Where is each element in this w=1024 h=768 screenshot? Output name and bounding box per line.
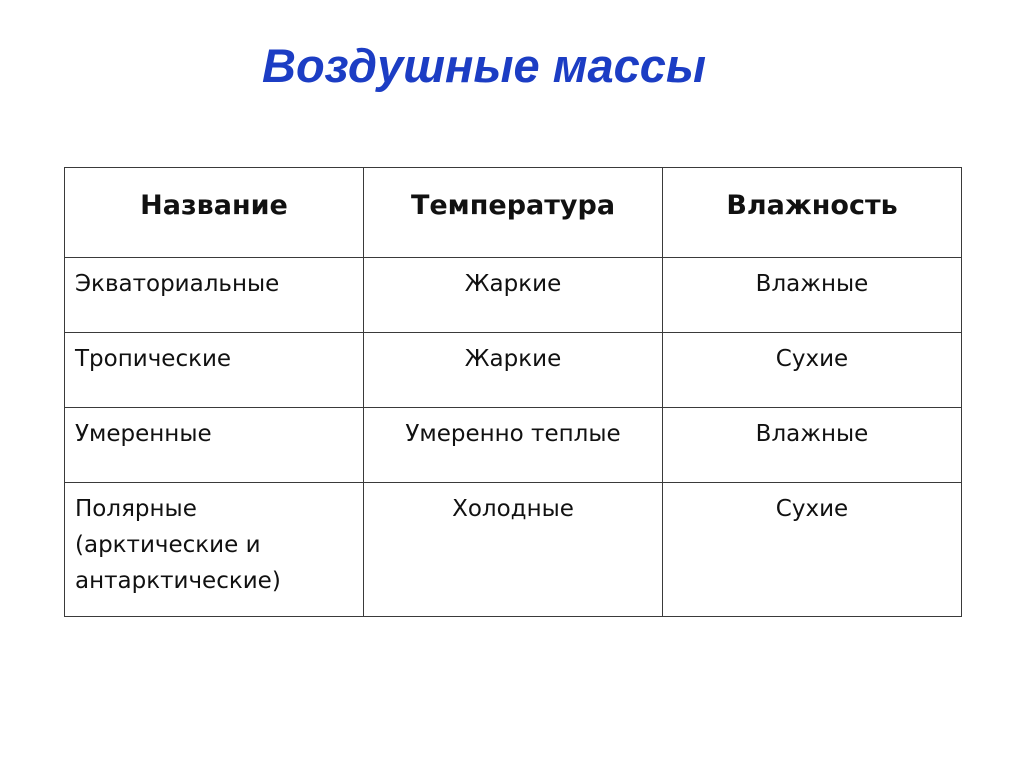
cell-humidity: Сухие: [663, 483, 962, 617]
header-name: Название: [65, 168, 364, 258]
cell-name: Экваториальные: [65, 258, 364, 333]
cell-temperature: Умеренно теплые: [364, 408, 663, 483]
cell-name: Умеренные: [65, 408, 364, 483]
cell-name: Тропические: [65, 333, 364, 408]
table-row: [65, 258, 962, 333]
cell-name: Полярные (арктические и антарктические): [65, 483, 364, 617]
table-row: [65, 483, 962, 617]
table-row: [65, 333, 962, 408]
slide-title: Воздушные массы: [262, 39, 707, 92]
table-row: [65, 408, 962, 483]
cell-temperature: Холодные: [364, 483, 663, 617]
header-temperature: Температура: [364, 168, 663, 258]
air-masses-table: [64, 167, 962, 617]
cell-humidity: Влажные: [663, 408, 962, 483]
table-header-row: [65, 168, 962, 258]
cell-temperature: Жаркие: [364, 258, 663, 333]
cell-humidity: Сухие: [663, 333, 962, 408]
header-humidity: Влажность: [663, 168, 962, 258]
cell-humidity: Влажные: [663, 258, 962, 333]
cell-temperature: Жаркие: [364, 333, 663, 408]
